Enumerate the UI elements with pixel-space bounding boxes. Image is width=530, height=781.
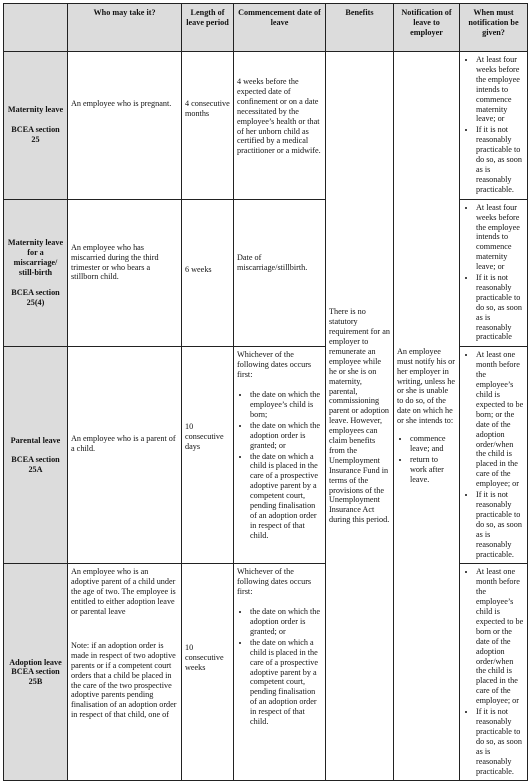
notification-text: An employee must notify his or her employer in writing, unless he or she is unable to do so, of the date on which he or she intends to: [397, 346, 455, 426]
list-item: • If it is not reasonably practicable to do so, as soon as is reasonably practicable. [476, 707, 524, 776]
table-row-maternity [4, 52, 528, 200]
header-when: When must notification be given? [460, 4, 528, 52]
leave-type: Maternity leave for a miscarriage/ still-birth [7, 238, 64, 278]
leave-section: BCEA section 25 [11, 125, 60, 145]
who-note: Note: if an adoption order is made in respect of two adoptive parents or if a competent court orders that a child be placed in the care of the two prospective adoptive parents pending finalisation of an adoption order in respect of that child, one of [71, 640, 177, 720]
leave-type-cell [4, 199, 68, 347]
leave-type-cell [4, 564, 68, 781]
header-notification: Notification of leave to employer [394, 4, 460, 52]
notification-list [397, 434, 456, 485]
commencement-cell [234, 52, 326, 200]
commencement-list [237, 390, 322, 541]
who-text: An employee who has miscarried during the third trimester or who bears a stillborn child. [71, 242, 159, 282]
who-cell [68, 52, 182, 200]
list-item: • the date on which the adoption order is granted; or [250, 607, 322, 637]
header-row [4, 4, 528, 52]
list-item: • commence leave; and [410, 434, 456, 454]
length-text: 4 consecutive months [185, 99, 230, 118]
benefits-text: There is no statutory requirement for an employer to remunerate an employee while he or she is on maternity, parental, commissioning parent or adoption leave. However, employees can claim benefits from the Unemployment Insurance Fund in terms of the provisions of the Unemployment Insurance Act during this period. [329, 307, 390, 525]
header-benefits: Benefits [326, 4, 394, 52]
length-cell [182, 564, 234, 781]
leave-type: Maternity leave [7, 105, 64, 115]
commencement-intro: Whichever of the following dates occurs first: [237, 350, 312, 380]
length-text: 6 weeks [185, 264, 212, 274]
when-list [463, 350, 524, 559]
length-cell [182, 52, 234, 200]
who-text: An employee who is pregnant. [71, 99, 172, 108]
commencement-list [237, 607, 322, 727]
when-list [463, 55, 524, 195]
list-item: • At least one month before the employee’s child is expected to be born or the date of the adoption order/when the child is placed in the care of the employee; or [476, 567, 524, 706]
when-cell [460, 347, 528, 564]
leave-type-cell [4, 52, 68, 200]
benefits-cell [326, 52, 394, 781]
leave-type: Parental leave [10, 435, 61, 445]
header-type [4, 4, 68, 52]
length-text: 10 consecutive days [185, 422, 224, 452]
list-item: • If it is not reasonably practicable to do so, as soon as is reasonably practicable. [476, 125, 524, 194]
leave-section: BCEA section 25(4) [11, 287, 60, 307]
notification-cell [394, 52, 460, 781]
who-cell [68, 199, 182, 347]
list-item: • the date on which the adoption order is granted; or [250, 421, 322, 451]
list-item: • At least four weeks before the employee intends to commence maternity leave; or [476, 55, 524, 124]
when-list [463, 203, 524, 343]
list-item: • the date on which a child is placed in the care of a prospective adoptive parent by a competent court, pending finalisation of an adoption order in respect of that child. [250, 452, 322, 541]
when-cell [460, 199, 528, 347]
length-text: 10 consecutive weeks [185, 643, 224, 673]
who-text: An employee who is an adoptive parent of a child under the age of two. The employee is entitled to either adoption leave or parental leave [71, 567, 176, 617]
list-item: • At least one month before the employee’s child is expected to be born; or the date of the adoption order/when the child is placed in the care of the employee; or [476, 350, 524, 489]
list-item: • the date on which a child is placed in the care of a prospective adoptive parent by a competent court, pending finalisation of an adoption order in respect of that child. [250, 638, 322, 727]
leave-section: BCEA section 25A [11, 455, 60, 475]
length-cell [182, 347, 234, 564]
who-cell [68, 347, 182, 564]
list-item: • If it is not reasonably practicable to do so, as soon as is reasonably practicable. [476, 490, 524, 559]
list-item: • At least four weeks before the employee intends to commence maternity leave; or [476, 203, 524, 272]
length-cell [182, 199, 234, 347]
header-length: Length of leave period [182, 4, 234, 52]
leave-type-cell [4, 347, 68, 564]
who-cell [68, 564, 182, 781]
commencement-cell [234, 347, 326, 564]
list-item: • the date on which the employee’s child is born; [250, 390, 322, 420]
commencement-intro: Whichever of the following dates occurs first: [237, 567, 312, 597]
when-list [463, 567, 524, 776]
header-who: Who may take it? [68, 4, 182, 52]
commencement-cell [234, 199, 326, 347]
when-cell [460, 52, 528, 200]
when-cell [460, 564, 528, 781]
commencement-text: Date of miscarriage/stillbirth. [237, 252, 308, 272]
header-commencement: Commencement date of leave [234, 4, 326, 52]
who-text: An employee who is a parent of a child. [71, 434, 176, 454]
list-item: • return to work after leave. [410, 455, 456, 485]
leave-type: Adoption leave BCEA section 25B [9, 657, 62, 687]
commencement-cell [234, 564, 326, 781]
leave-table [3, 3, 528, 781]
commencement-text: 4 weeks before the expected date of confinement or on a date necessitated by the employee’s health or that of her unborn child as certified by a medical practitioner or a midwife. [237, 77, 321, 156]
list-item: • If it is not reasonably practicable to do so, as soon as is reasonably practicable [476, 273, 524, 342]
